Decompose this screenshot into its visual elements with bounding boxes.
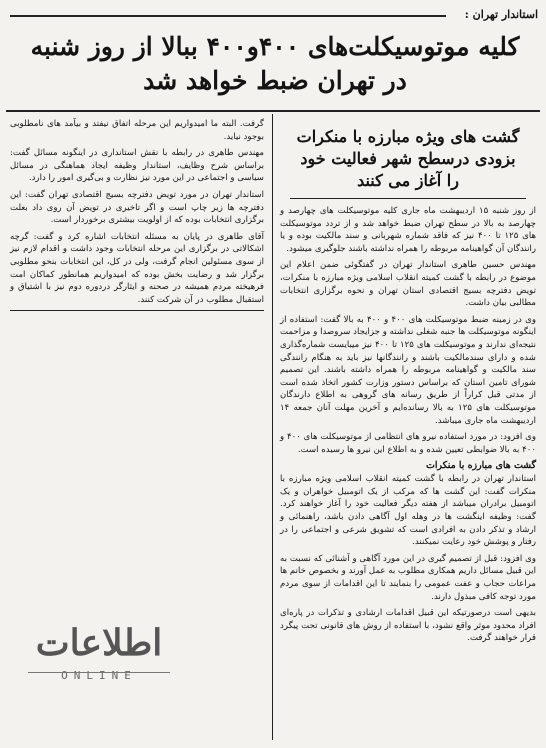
subheadline-line-2: بزودی درسطح شهر فعالیت خود [300, 149, 516, 168]
main-headline [20, 30, 530, 98]
article-paragraph: گرفت. البته ما امیدواریم این مرحله اتفاق نیفتد و بیآمد های نامطلوبی بوجود نیاید. [10, 119, 264, 142]
subheadline-rule [290, 198, 526, 199]
article-paragraph: وی در زمینه ضبط موتوسیکلت های ۴۰۰ و ۴۰۰ به بالا گفت: استفاده از اینگونه موتوسیکلت ها جنبه شغلی نداشته و جزایجاد سروصدا و مزاحمت نتیجه‌ای ندارند و موتوسیکلت های ۱۲۵ تا ۴۰۰ نیز میبایست شماره‌گذاری شده و دارای سندمالکیت باشند و رانندگانها نیز باید به هنگام رانندگی سند مالکیت و گواهینامه مربوطه را همراه داشته باشند. این تصمیم شورای تامین استان که براساس دستور وزارت کشور اتخاذ شده است از مدتی قبل کراراً از طریق رسانه های گروهی به اطلاع دارندگان موتوسیکلت های ۱۲۵ به بالا رسانده‌ایم و آخرین مهلت آنان جمعه ۱۴ اردیبهشت ماه جاری میباشد. [280, 314, 536, 426]
article-paragraph: وی افزود: در مورد استفاده نیرو های انتظامی از موتوسیکلت های ۴۰۰ و ۴۰۰ به بالا ضوابطی تعیین شده و به اطلاع این نیرو ها رسیده است. [280, 432, 536, 455]
subheadline-line-3: را آغاز می کنند [357, 171, 459, 190]
headline-line-1: کلیه موتوسیکلت‌های ۴۰۰و۴۰۰ ببالا از روز شنبه [30, 32, 520, 61]
logo-rule [28, 672, 170, 673]
column-divider [272, 114, 273, 740]
headline-line-2: در تهران ضبط خواهد شد [143, 66, 407, 95]
inner-heading: گشت های مبارزه با منکرات [426, 460, 536, 472]
article-paragraph: مهندس طاهری در رابطه با نقش استانداری در اینگونه مسائل گفت: براساس شرح وظایف، استاندار وظیفه ایجاد هماهنگی در مسائل سیاسی و اجتماعی در این مورد نیز نظارت و بی‌گیری امور را دارد. [10, 148, 264, 184]
right-column [280, 118, 536, 649]
headline-divider [6, 110, 540, 112]
article-paragraph: وی افزود: قبل از تصمیم گیری در این مورد آگاهی و آشنائی که نسبت به این قبیل مسائل داریم همکاری مطلوب به عمل آورند و بخصوص خانم ها مراعات حجاب و عفت عمومی را بنمایند تا این اقدامات از سوی مردم مورد توجه کافی مبذول دارند. [280, 553, 536, 602]
logo-subtitle: ONLINE [61, 669, 137, 682]
ettelaat-online-logo [24, 618, 174, 696]
logo-wordmark: اطلاعات [35, 622, 163, 664]
subheadline [280, 126, 536, 192]
kicker-rule [10, 15, 446, 17]
left-column [10, 118, 264, 311]
article-paragraph: بدیهی است درصورتیکه این قبیل اقدامات ارشادی و تذکرات در پاره‌ای افراد محدود موثر واقع نشود، با استفاده از روش های قانونی تحت پیگرد قرار خواهند گرفت. [280, 608, 536, 644]
article-paragraph: آقای طاهری در پایان به مسئله انتخابات اشاره کرد و گفت: گرچه اشکالاتی در برگزاری این مرحله انتخابات وجود داشت و اقدام لازم نیز از سوی مسئولین انجام گرفت، ولی در کل، این انتخابات بنحو مطلوبی برگزار شد و رضایت بخش بوده که امیدواریم همانطور کماکان امت فرهیخته مردم همیشه در صحنه و ایثارگر دردوره دوم نیز با اشتیاق و استقبال مطلوب در آن شرکت کنند. [10, 231, 264, 305]
article-paragraph: از روز شنبه ۱۵ اردیبهشت ماه جاری کلیه موتوسیکلت های چهارصد و چهارصد به بالا در سطح تهران ضبط خواهد شد و از تردد موتوسیکلت های ۱۲۵ تا ۴۰۰ نیز که فاقد شماره شهربانی و سند مالکیت بوده و یا رانندگان آن گواهینامه مربوطه را همراه نداشته باشند جلوگیری میشود. [280, 206, 537, 254]
subheadline-line-1: گشت های ویژه مبارزه با منکرات [296, 127, 520, 146]
article-paragraph: استاندار تهران در رابطه با گشت کمیته انقلاب اسلامی ویژه مبارزه با منکرات گفت: این گشت ها که مرکب از یک اتومبیل خواهران و یک اتومبیل برادران میباشد از هفته دیگر فعالیت خود را آغاز خواهند کرد. گفت: وظیفه اینگشت ها در وهله اول آگاهی دادن باشد، راهنمائی و ارشاد و تذکر دادن به افرادی است که تشویق شرعی و اجتماعی را در رفتار و پوشش خود رعایت نمیکنند. [280, 474, 536, 548]
kicker-label: استاندار تهران : [464, 8, 538, 21]
left-column-end-rule [10, 310, 264, 311]
article-paragraph: مهندس حسین طاهری استاندار تهران در گفتگوئی ضمن اعلام این موضوع در رابطه با گشت کمیته انقلاب اسلامی ویژه مبارزه با منکرات، تویض دفترچه بسیج اقتصادی استان تهران و نحوه برگزاری انتخابات مطالبی بیان داشت. [280, 260, 536, 309]
article-paragraph: استاندار تهران در مورد تویض دفترچه بسیج اقتصادی تهران گفت: این دفترچه ها زیر چاپ است و اگر تاخیری در تویض آن روی داد بعلت برگزاری انتخابات بوده که از اولویت بیشتری برخوردار است. [10, 189, 264, 226]
